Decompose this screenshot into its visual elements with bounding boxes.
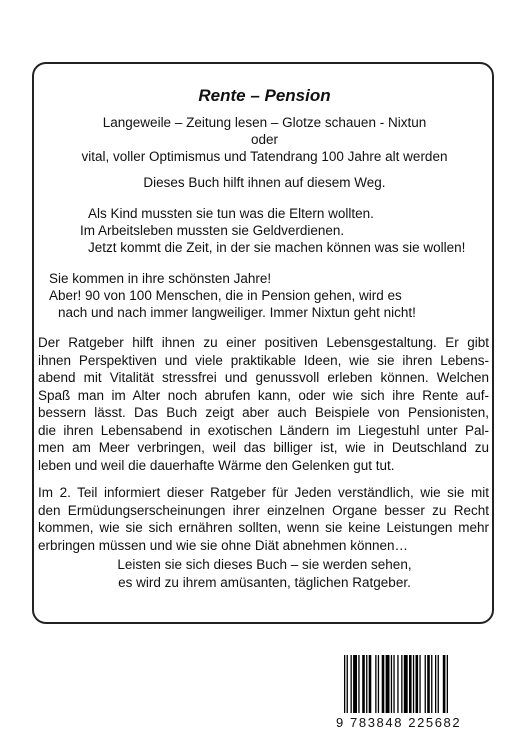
block2-line-2: Aber! 90 von 100 Menschen, die in Pension gehen, wird es: [49, 288, 402, 303]
paragraph-2-line: Im 2. Teil informiert dieser Ratgeber für Jeden verständlich, wie sie mit: [38, 485, 489, 500]
barcode-bar: [404, 655, 408, 713]
paragraph-1-line: die ihren Lebensabend in exotischen Ländern im Liegestuhl unter Pal-: [38, 422, 489, 438]
barcode-bar: [435, 655, 436, 713]
paragraph-1-line: ihnen Perspektiven und viele praktikable Ideen, wie sie ihren Lebens-: [38, 352, 489, 368]
intro-line-3: vital, voller Optimismus und Tatendrang 100 Jahre alt werden: [81, 149, 448, 164]
paragraph-2-line: erbringen müssen und wie sie ohne Diät abnehmen können…: [38, 537, 408, 553]
paragraph-1-line: men am Meer verbringen, weil das billiger ist, wie in Deutschland zu: [38, 440, 489, 455]
barcode-bar: [353, 655, 357, 713]
barcode-bar: [419, 655, 420, 713]
barcode-bar: [366, 655, 367, 713]
barcode-bar: [409, 655, 412, 713]
paragraph-1-line: Spaß man im Alter noch abrufen kann, oder wie sich ihre Rente auf-: [38, 387, 489, 403]
paragraph-1-line: bessern lässt. Das Buch zeigt aber auch Beispiele von Pensionisten,: [38, 405, 489, 420]
barcode-bar: [438, 655, 439, 713]
barcode-bar: [416, 655, 419, 713]
intro-line-2: oder: [250, 132, 279, 147]
paragraph-1-line: leben und weil die dauerhafte Wärme den Gelenken gut tut.: [38, 457, 395, 473]
closing-line-2: es wird zu ihrem amüsanten, täglichen Ratgeber.: [118, 575, 411, 590]
block2-line-3: nach und nach immer langweiliger. Immer Nixtun geht nicht!: [58, 305, 416, 320]
intro-line-4: Dieses Buch hilft ihnen auf diesem Weg.: [143, 175, 386, 190]
paragraph-2: [38, 484, 489, 554]
block2-line-1: Sie kommen in ihre schönsten Jahre!: [49, 271, 272, 286]
barcode-bar: [369, 655, 372, 713]
barcode-bar: [344, 655, 345, 713]
book-title: Rente – Pension: [198, 86, 331, 105]
barcode-digits: 9 783848 225682: [336, 715, 462, 730]
barcode-bar: [393, 655, 394, 713]
barcode-bar: [382, 655, 385, 713]
barcode-bar: [358, 655, 359, 713]
barcode-bar: [413, 655, 414, 713]
barcode-bar: [443, 655, 446, 713]
barcode-bar: [362, 655, 365, 713]
barcode-bar: [351, 655, 352, 713]
barcode-bar: [401, 655, 402, 713]
barcode-bar: [425, 655, 426, 713]
barcode-bar: [431, 655, 432, 713]
barcode-bar: [447, 655, 448, 713]
barcode-bar: [347, 655, 348, 713]
block1-line-2: Im Arbeitsleben mussten sie Geldverdienen.: [80, 223, 345, 238]
paragraph-2-line: den Ermüdungserscheinungen ihrer einzelnen Organe besser zu Recht: [38, 502, 489, 518]
paragraph-1-line: abend mit Vitalität stressfrei und genussvoll erleben können. Welchen: [38, 370, 489, 385]
barcode-bar: [375, 655, 376, 713]
barcode-bar: [427, 655, 430, 713]
paragraph-1: [38, 334, 489, 474]
paragraph-2-line: kommen, wie sie sich ernähren sollten, wenn sie keine Leistungen mehr: [38, 520, 489, 535]
closing-line-1: Leisten sie sich dieses Buch – sie werden sehen,: [117, 557, 412, 572]
paragraph-1-line: Der Ratgeber hilft ihnen zu einer positiven Lebensgestaltung. Er gibt: [38, 335, 489, 350]
barcode-bar: [397, 655, 398, 713]
isbn-barcode: [336, 655, 496, 735]
barcode-bar: [378, 655, 379, 713]
intro-line-1: Langeweile – Zeitung lesen – Glotze schauen - Nixtun: [102, 115, 427, 130]
block1-line-1: Als Kind mussten sie tun was die Eltern wollten.: [88, 206, 374, 221]
barcode-bar: [386, 655, 390, 713]
block1-line-3: Jetzt kommt die Zeit, in der sie machen können was sie wollen!: [88, 240, 466, 255]
barcode-bars: [344, 655, 494, 713]
barcode-bar: [391, 655, 392, 713]
